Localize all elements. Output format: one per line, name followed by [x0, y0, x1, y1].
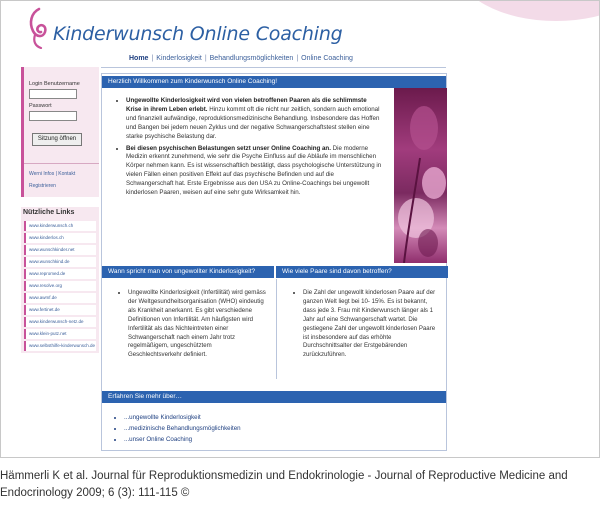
useful-link[interactable]: www.klein-putz.net — [24, 329, 96, 339]
welcome-text — [102, 87, 392, 263]
left-section-title: Wann spricht man von ungewollter Kinderlosigkeit? — [102, 266, 274, 278]
nav-home[interactable]: Home — [129, 55, 149, 62]
flower-photo — [394, 88, 447, 263]
more-links — [102, 404, 448, 445]
more-title-bar: Erfahren Sie mehr über… — [102, 391, 446, 403]
welcome-paragraph: • Ungewollte Kinderlosigkeit wird von vielen betroffenen Paaren als die schlimmste Krise in ihrem Leben erlebt. Hinzu kommt oft die nicht nur zeitlich, sondern auch emotional und finanziell aufwändige, reproduktionsmedizinische Behandlung. Insbesondere das Hoffen und Bangen bei jedem neuen Zyklus und der negative Schwangerschaftstest stellen eine starke psychische Belastung dar. — [126, 97, 382, 142]
username-input[interactable] — [29, 89, 77, 99]
top-navigation — [129, 55, 353, 62]
register-link[interactable]: Registrieren — [29, 183, 56, 189]
nav-divider — [101, 67, 446, 68]
info-contact-link[interactable]: Werni Infos | Kontakt — [29, 171, 76, 177]
nav-separator: | — [204, 55, 207, 62]
nav-behandlung[interactable]: Behandlungsmöglichkeiten — [209, 55, 294, 62]
welcome-title-bar: Herzlich Willkommen zum Kinderwunsch Online Coaching! — [102, 76, 446, 88]
useful-link[interactable]: www.kinderwunsch-netz.de — [24, 317, 96, 327]
useful-link[interactable]: www.resolve.org — [24, 281, 96, 291]
right-section-title: Wie viele Paare sind davon betroffen? — [276, 266, 448, 278]
username-label: Login Benutzername — [29, 81, 80, 87]
decorative-blob — [456, 0, 600, 21]
more-link-coaching[interactable]: • ...unser Online Coaching — [124, 434, 448, 445]
login-panel — [21, 67, 99, 197]
useful-links-title: Nützliche Links — [23, 209, 75, 216]
logo-text: Kinderwunsch Online Coaching — [53, 23, 343, 45]
useful-link[interactable]: www.repromed.de — [24, 269, 96, 279]
site-logo[interactable] — [23, 5, 383, 47]
figure-caption: Hämmerli K et al. Journal für Reproduktionsmedizin und Endokrinologie - Journal of Reproductive Medicine and Endocrinology 2009; 6 (3): 111-115 © — [0, 470, 568, 499]
useful-link[interactable]: www.wunschkind.de — [24, 257, 96, 267]
logo-swirl-icon — [23, 5, 53, 49]
welcome-paragraph: • Bei diesen psychischen Belastungen setzt unser Online Coaching an. Die moderne Medizin erkennt zunehmend, wie sehr die Psyche Einfluss auf die Abläufe im menschlichen Körper nehmen kann. Es ist wissenschaftlich bestätigt, dass psychologische Unterstützung in vielen Fällen einen positiven Effekt auf das psychische Befinden und auf die Schwangerschaft hat. Erste Ergebnisse aus den USA zu Online-Coachings bei ungewollt kinderlosen Paaren, weisen auf eine sehr gute Wirksamkeit hin. — [126, 145, 382, 198]
main-content — [101, 73, 447, 451]
useful-link[interactable]: www.wunschkinder.net — [24, 245, 96, 255]
login-divider — [24, 163, 99, 164]
nav-separator: | — [296, 55, 299, 62]
right-section-text: • Die Zahl der ungewollt kinderlosen Paare auf der ganzen Welt liegt bei 10- 15%. Es ist bekannt, dass jede 3. Frau mit Kinderwunsch länger als 1 Jahr auf eine Schwangerschaft wartet. Die gestiegene Zahl der ungewollt kinderlosen Paare ist insbesondere auf das erhöhte Durchschnittsalter der Erstgebärenden zurückzuführen. — [276, 279, 448, 379]
more-link-kinderlosigkeit[interactable]: • ...ungewollte Kinderlosigkeit — [124, 412, 448, 423]
useful-links-panel — [21, 207, 99, 353]
useful-link[interactable]: www.kinderwunsch.ch — [24, 221, 96, 231]
useful-link[interactable]: www.fertinet.de — [24, 305, 96, 315]
flower-image — [394, 88, 447, 263]
nav-kinderlosigkeit[interactable]: Kinderlosigkeit — [156, 55, 202, 62]
password-input[interactable] — [29, 111, 77, 121]
password-label: Passwort — [29, 103, 52, 109]
useful-link[interactable]: www.awmf.de — [24, 293, 96, 303]
nav-separator: | — [151, 55, 154, 62]
more-link-behandlung[interactable]: • ...medizinische Behandlungsmöglichkeiten — [124, 423, 448, 434]
login-button[interactable]: Sitzung öffnen — [32, 133, 82, 146]
useful-link[interactable]: www.selbsthilfe-kinderwunsch.de — [24, 341, 96, 351]
useful-link[interactable]: www.kinderlos.ch — [24, 233, 96, 243]
left-section-text: • Ungewollte Kinderlosigkeit (Infertilität) wird gemäss der Weltgesundheitsorganisation (WHO) eindeutig als Krankheit anerkannt. Es gibt verschiedene Definitionen von Infertilität. Am häufigsten wird Infertilität als das Nichteintreten einer Schwangerschaft nach einem Jahr trotz regelmäßigem, ungeschütztem Geschlechtsverkehr definiert. — [102, 279, 274, 379]
nav-online-coaching[interactable]: Online Coaching — [301, 55, 353, 62]
